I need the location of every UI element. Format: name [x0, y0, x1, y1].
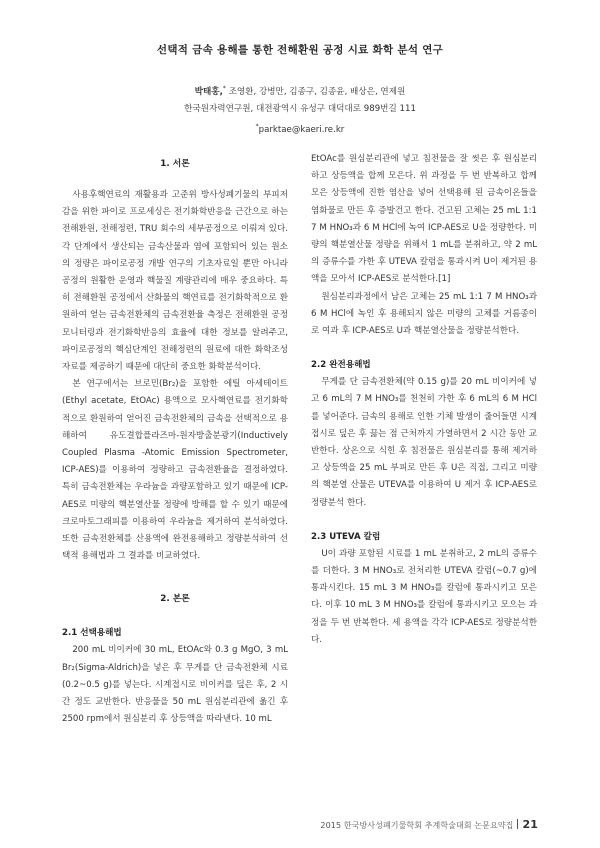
subsection-heading: 2.2 완전용해법 [311, 360, 371, 371]
paragraph: 원심분리과정에서 남은 고체는 25 mL 1:1 7 M HNO₃과 6 M HCl에 녹인 후 용해되지 않은 미량의 고체를 거름종이로 여과 후 ICP-AES로 U과 핵분열산물을 정량분석한다. [311, 291, 537, 337]
section-heading-introduction: 1. 서론 [160, 159, 190, 169]
email-line [0, 118, 600, 139]
paragraph: 200 mL 비이커에 30 mL, EtOAc와 0.3 g MgO, 3 mL Br₂(Sigma-Aldrich)을 넣은 후 무게를 단 금속전환체 시료(0.2~0.5 g)를 넣는다. 시계접시로 비이커를 덮은 후, 2 시간 정도 교반한다. 반응물을 50 mL 원심분리관에 옮긴 후 2500 rpm에서 원심분리 후 상등액을 따라낸다. 10 mL [62, 645, 288, 725]
right-column [311, 151, 537, 649]
email-mark: * [255, 122, 259, 130]
paper-title: 선택적 금속 용해를 통한 전해환원 공정 시료 화학 분석 연구 [156, 44, 444, 56]
subsection-heading: 2.1 선택용해법 [62, 628, 122, 639]
author-block [0, 80, 600, 139]
left-column [62, 156, 288, 728]
co-authors: 조영환, 강병만, 김종구, 김종윤, 배상은, 연제원 [225, 86, 406, 97]
author-line [0, 80, 600, 101]
paragraph: 본 연구에서는 브로민(Br₂)을 포함한 에틸 아세테이트(Ethyl acetate, EtOAc) 용액으로 모사핵연료를 전기화학적으로 환원하여 얻어진 금속전환체의 금속을 선택적으로 용해하여 유도결합플라즈마-원자방출분광기(Inductively Coupled Plasma -Atomic Emission Spectrometer, ICP-AES)를 이용하여 정량하고 금속전환율을 결정하였다. 특히 금속전환체는 우라늄을 과량포함하고 있기 때문에 ICP-AES로 미량의 핵분열산물 정량에 방해를 할 수 있기 때문에 크로마토그래피를 이용하여 우라늄을 제거하여 분석하였다. 또한 금속전환체를 산용액에 완전용해하고 정량분석하여 선택적 용해법과 그 결과를 비교하였다. [62, 379, 288, 562]
page-number: 21 [522, 818, 538, 831]
footer-divider [517, 819, 518, 829]
footer-text: 2015 한국방사성폐기물학회 추계학술대회 논문요약집 [320, 821, 514, 830]
email: parktae@kaeri.re.kr [258, 124, 345, 135]
page-footer [320, 818, 538, 831]
lead-author: 박태홍, [194, 86, 223, 97]
affiliation: 한국원자력연구원, 대전광역시 유성구 대덕대로 989번길 111 [184, 103, 416, 114]
subsection-heading: 2.3 UTEVA 칼럼 [311, 531, 381, 542]
corresponding-mark: * [222, 85, 226, 92]
section-heading-body: 2. 본론 [160, 594, 190, 605]
paragraph: 무게를 단 금속전환체(약 0.15 g)를 20 mL 비이커에 넣고 6 mL의 7 M HNO₃를 천천히 가한 후 6 mL의 6 M HCl를 넣어준다. 금속의 용해로 인한 기체 발생이 줄어들면 시계접시로 덮은 후 끓는 점 근처까지 가열하면서 2 시간 동안 교반한다. 상온으로 식힌 후 침전물은 원심분리를 통해 제거하고 상등액을 25 mL 부피로 만든 후 U은 직접, 그리고 미량의 핵분열 산물은 UTEVA를 이용하여 U 제거 후 ICP-AES로 정량분석 한다. [311, 377, 537, 508]
paragraph: EtOAc를 원심분리관에 넣고 침전물을 잘 씻은 후 원심분리하고 상등액을 합께 모은다. 위 과정을 두 번 반복하고 합께 모은 상등액에 진한 염산을 넣어 선택용해 된 금속이온들을 염화물로 만든 후 증발건고 한다. 건고된 고체는 25 mL 1:1 7 M HNO₃과 6 M HCl에 녹여 ICP-AES로 U을 정량한다. 미량의 핵분열산물 정량을 위해서 1 mL를 분취하고, 약 2 mL의 증류수를 가한 후 UTEVA 칼럼을 통과시켜 U이 제거된 용액을 모아서 ICP-AES로 분석한다.[1] [311, 154, 537, 285]
paragraph: U이 과량 포함된 시료를 1 mL 분취하고, 2 mL의 증류수를 더한다. 3 M HNO₃로 전처리한 UTEVA 칼럼(~0.7 g)에 통과시킨다. 15 mL 3 M HNO₃를 칼럼에 통과시키고 모은다. 이후 10 mL 3 M HNO₃를 칼럼에 통과시키고 모으는 과정을 두 번 반복한다. 세 용액을 각각 ICP-AES로 정량분석한다. [311, 548, 537, 645]
paragraph: 사용후핵연료의 재활용과 고준위 방사성폐기물의 부피저감을 위한 파이로 프로세싱은 전기화학반응을 근간으로 하는 전해환원, 전해정련, TRU 회수의 세부공정으로 이뤄져 있다. 각 단계에서 생산되는 금속산물과 염에 포함되어 있는 원소의 정량은 파이로공정 개발 연구의 기초자료일 뿐만 아니라 공정의 원활한 운영과 핵물질 계량관리에 매우 중요하다. 특히 전해환원 공정에서 산화물의 핵연료를 전기화학적으로 환원하여 얻는 금속전환체의 금속전환율 측정은 전해환원 공정 모니터링과 전기화학반응의 효율에 대한 정보를 알려주고, 파이로공정의 핵심단계인 전해정련의 원료에 대한 화학조성 자료를 제공하기 때문에 대단히 중요한 화학분석이다. [62, 190, 288, 373]
